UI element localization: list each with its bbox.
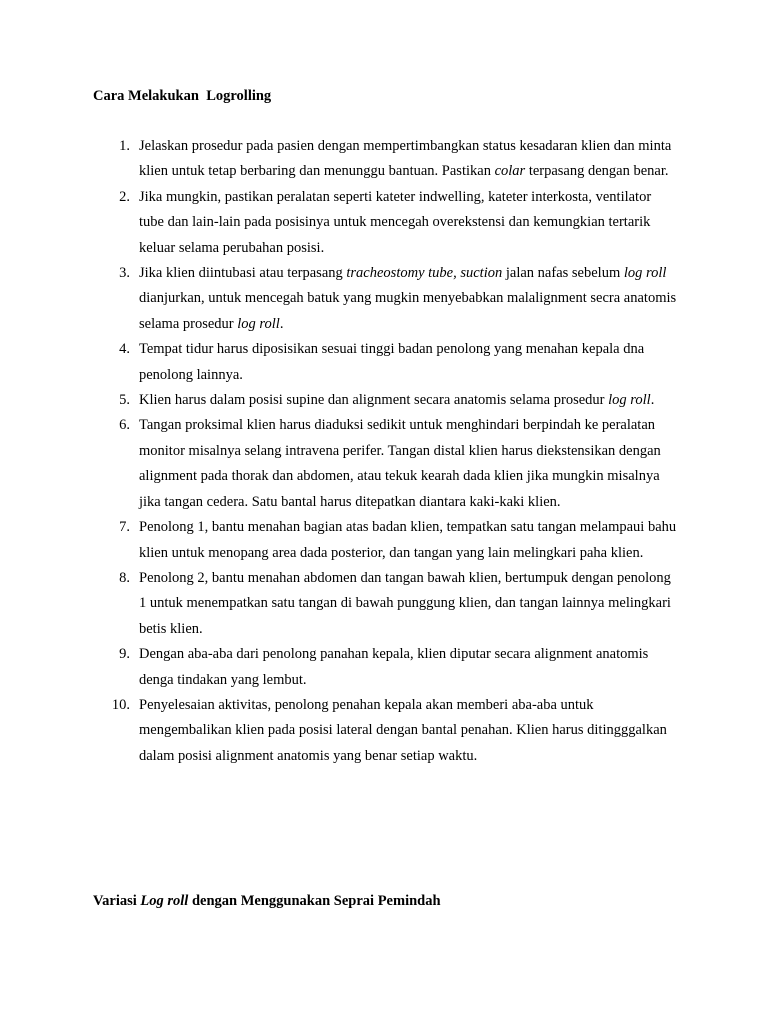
text-run: jalan nafas sebelum <box>502 265 624 282</box>
text-run: Tempat tidur harus diposisikan sesuai tinggi badan penolong yang menahan kepala dna penolong lainnya. <box>139 341 645 383</box>
list-item <box>0 693 679 769</box>
document-title: Cara Melakukan Logrolling <box>93 88 272 104</box>
text-run: Penyelesaian aktivitas, penolong penahan kepala akan memberi aba-aba untuk mengembalikan klien pada posisi lateral dengan bantal penahan. Klien harus ditingggalkan dalam posisi alignment anatomis yang benar setiap waktu. <box>139 696 667 764</box>
list-item-text <box>139 185 679 261</box>
list-item-text <box>139 261 679 337</box>
steps-list <box>0 134 768 769</box>
list-item <box>0 642 679 693</box>
list-item <box>0 566 679 642</box>
text-run: Penolong 1, bantu menahan bagian atas badan klien, tempatkan satu tangan melampaui bahu klien untuk menopang area dada posterior, dan tangan yang lain melingkari paha klien. <box>139 519 677 561</box>
italic-text-run: colar <box>494 163 526 180</box>
list-item-number: 6. <box>119 417 130 434</box>
section-subheading <box>93 892 441 910</box>
list-item-text <box>139 693 679 769</box>
text-run: dengan Menggunakan Seprai Pemindah <box>188 893 441 909</box>
list-item-number: 8. <box>119 569 130 586</box>
text-run: Penolong 2, bantu menahan abdomen dan tangan bawah klien, bertumpuk dengan penolong 1 untuk menempatkan satu tangan di bawah punggung klien, dan tangan lainnya melingkari betis klien. <box>139 569 671 637</box>
text-run: . <box>279 315 284 332</box>
text-run: Variasi <box>93 893 141 909</box>
list-item-text <box>139 388 679 413</box>
text-run: Jika klien diintubasi atau terpasang <box>139 265 347 282</box>
text-run: Klien harus dalam posisi supine dan alignment secara anatomis selama prosedur <box>139 392 609 409</box>
list-item-number: 3. <box>119 265 130 282</box>
italic-text-run: log roll <box>623 265 667 282</box>
list-item <box>0 261 679 337</box>
list-item <box>0 185 679 261</box>
list-item <box>0 515 679 566</box>
list-item <box>0 413 679 515</box>
list-item-text <box>139 413 679 515</box>
italic-text-run: log roll <box>608 392 651 409</box>
text-run: Tangan proksimal klien harus diaduksi sedikit untuk menghindari berpindah ke peralatan monitor misalnya selang intravena perifer. Tangan distal klien harus diekstensikan dengan alignment pada thorak dan abdomen, atau tekuk kearah dada klien jika mungkin misalnya jika tangan cedera. Satu bantal harus ditepatkan diantara kaki-kaki klien. <box>139 417 661 510</box>
list-item-number: 4. <box>119 341 130 358</box>
text-run: Jika mungkin, pastikan peralatan seperti kateter indwelling, kateter interkosta, ventilator tube dan lain-lain pada posisinya untuk mencegah overekstensi dan kemungkian tertarik keluar selama perubahan posisi. <box>139 188 652 256</box>
italic-text-run: log roll <box>237 315 280 332</box>
list-item-number: 9. <box>119 646 130 663</box>
list-item-text <box>139 134 679 185</box>
list-item-number: 2. <box>119 188 130 205</box>
list-item <box>0 337 679 388</box>
list-item-text <box>139 566 679 642</box>
list-item-number: 5. <box>119 392 130 409</box>
list-item-number: 10. <box>111 696 130 713</box>
text-run: terpasang dengan benar. <box>525 163 669 180</box>
list-item-text <box>139 337 679 388</box>
list-item-text <box>139 642 679 693</box>
italic-text-run: tracheostomy tube, suction <box>346 265 503 282</box>
list-item <box>0 134 679 185</box>
italic-text-run: Log roll <box>140 893 189 909</box>
list-item <box>0 388 679 413</box>
list-item-text <box>139 515 679 566</box>
text-run: Jelaskan prosedur pada pasien dengan mempertimbangkan status kesadaran klien dan minta klien untuk tetap berbaring dan menunggu bantuan. Pastikan <box>139 138 672 180</box>
text-run: dianjurkan, untuk mencegah batuk yang mugkin menyebabkan malalignment secra anatomis selama prosedur <box>139 290 677 332</box>
list-item-number: 1. <box>119 138 130 154</box>
list-item-number: 7. <box>119 519 130 536</box>
text-run: Dengan aba-aba dari penolong panahan kepala, klien diputar secara alignment anatomis denga tindakan yang lembut. <box>139 646 649 688</box>
text-run: . <box>650 392 655 409</box>
